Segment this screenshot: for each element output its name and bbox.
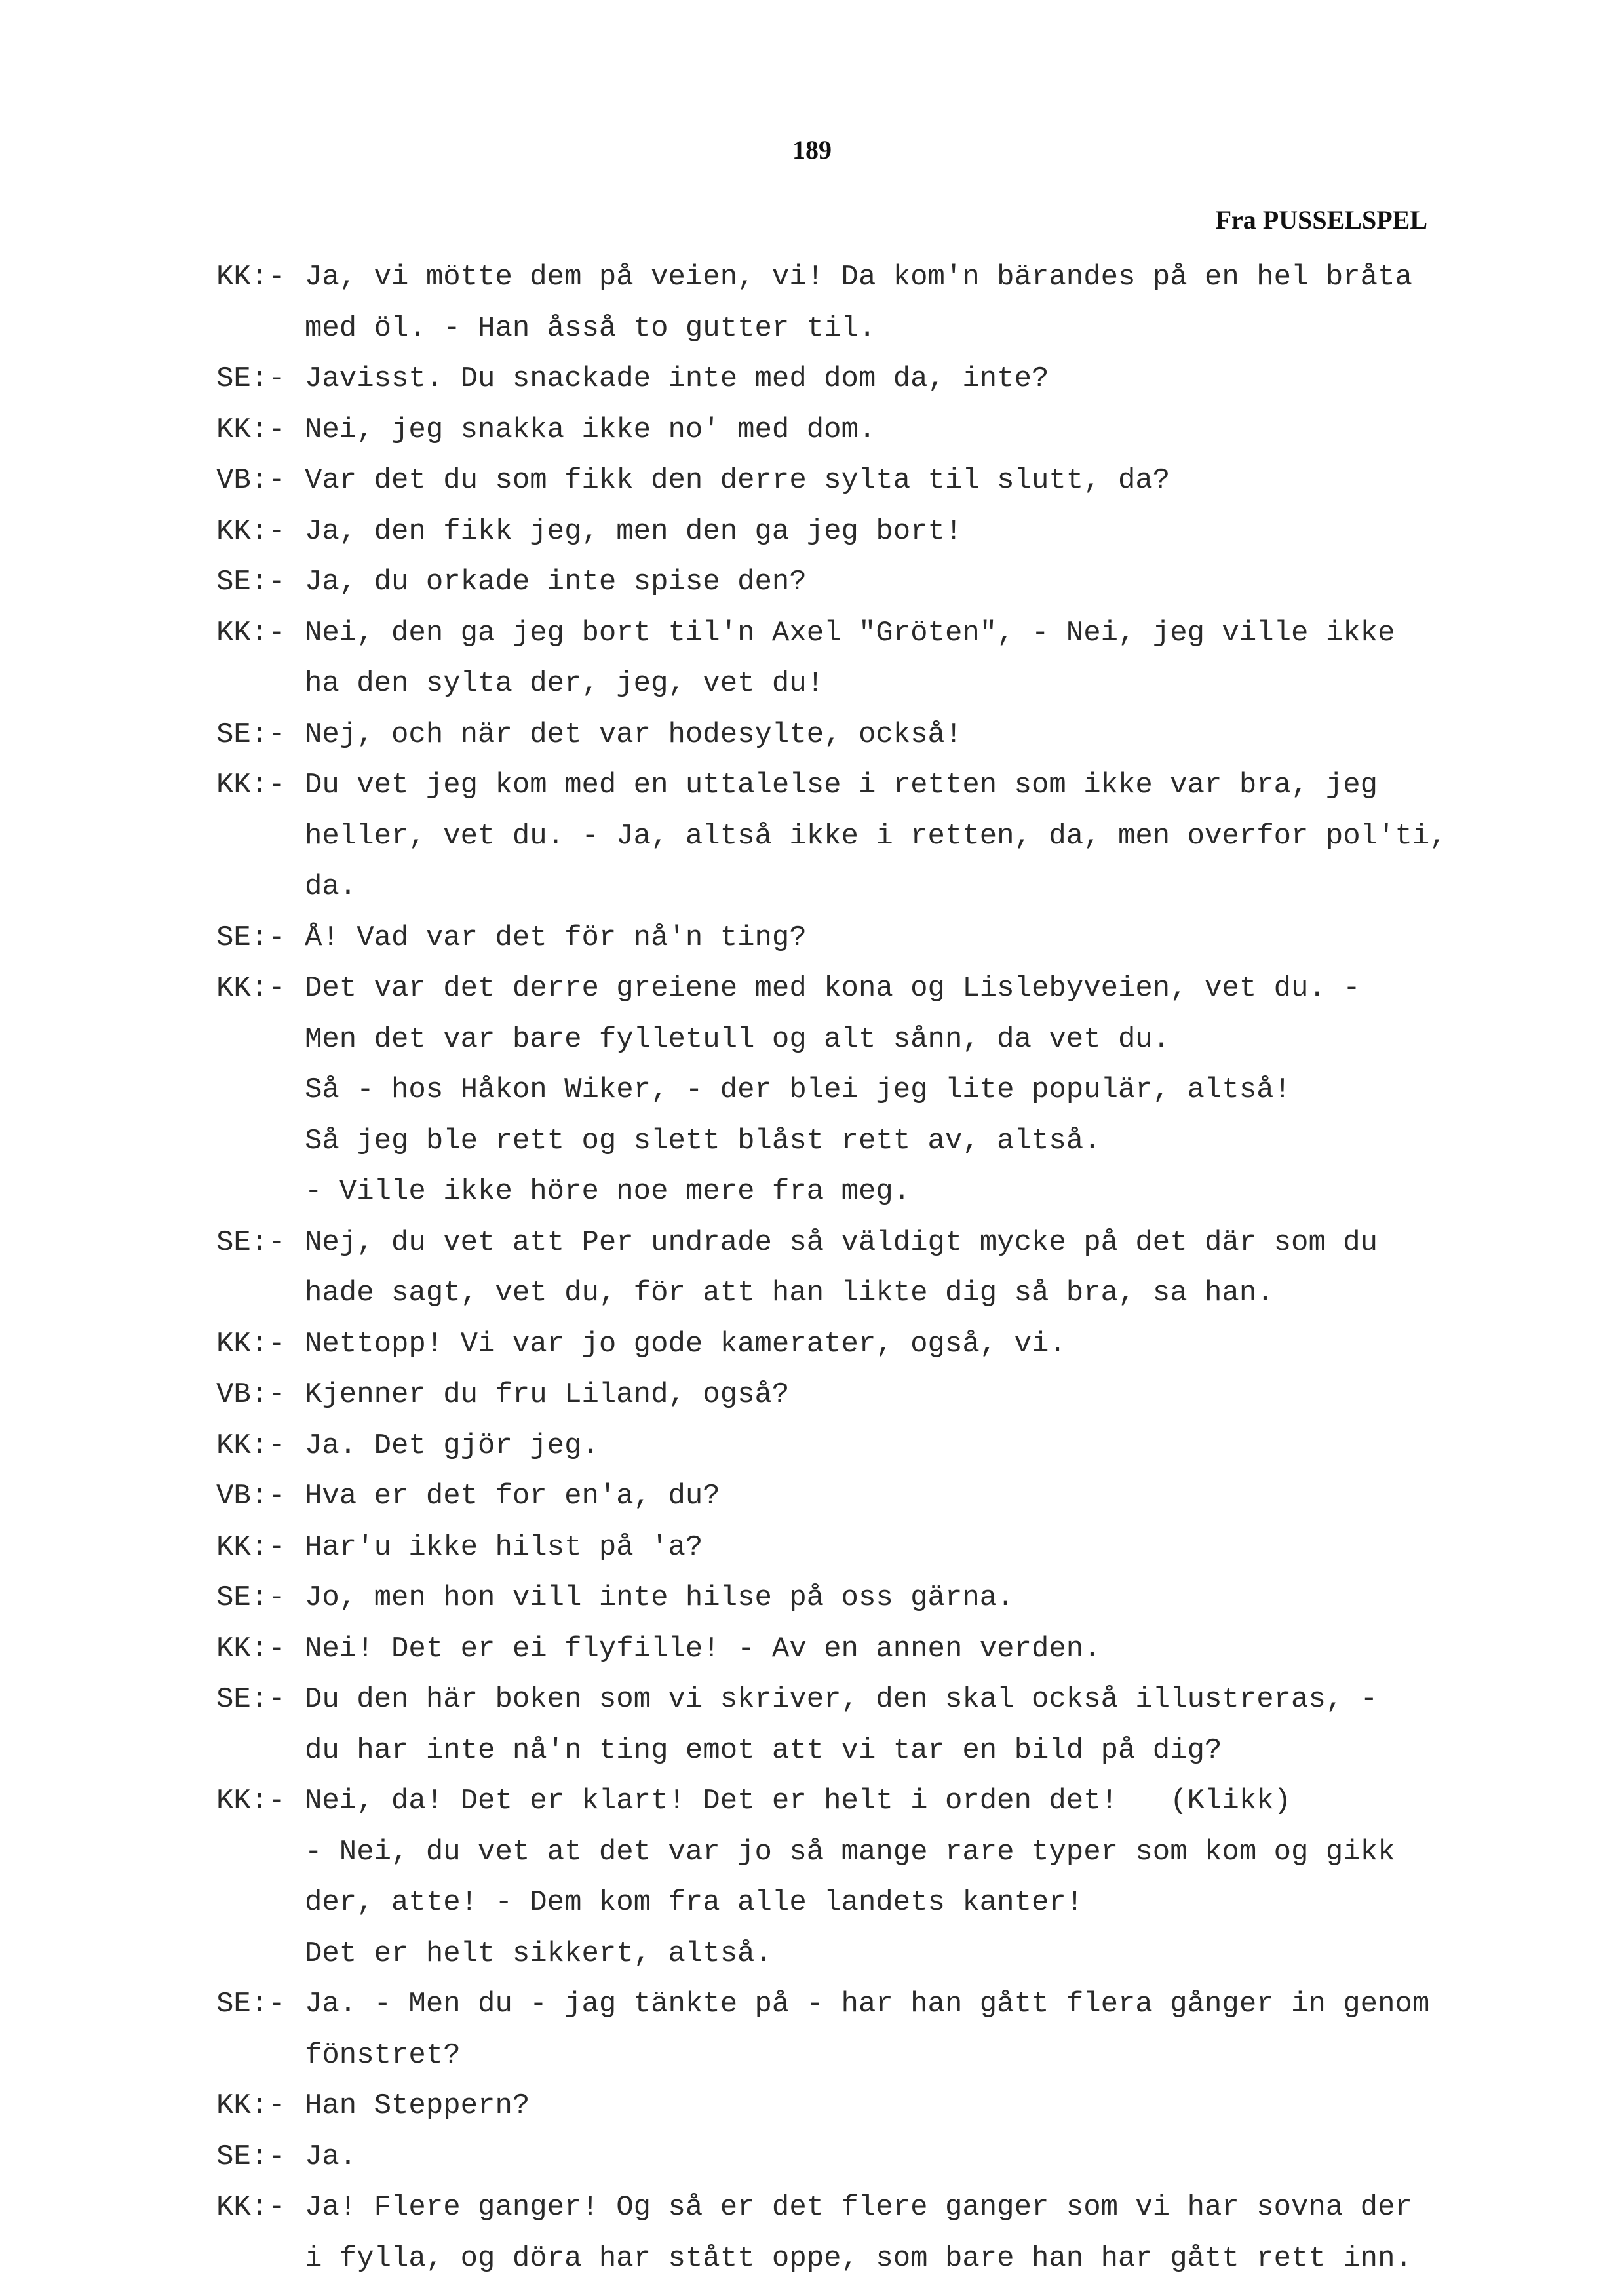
line-text: Javisst. Du snackade inte med dom da, inte? — [305, 362, 1049, 395]
line-text: Men det var bare fylletull og alt sånn, da vet du. — [305, 1022, 1170, 1056]
speaker-label: SE:- — [216, 1988, 286, 2021]
speaker-label: KK:- — [216, 2191, 286, 2224]
line-text: Så - hos Håkon Wiker, - der blei jeg lite populär, altså! — [305, 1074, 1292, 1106]
speaker-label: SE:- — [216, 2140, 286, 2173]
transcript — [216, 252, 1448, 2284]
speaker-label: SE:- — [216, 1581, 286, 1614]
speaker-label: KK:- — [216, 1429, 286, 1462]
speaker-label: KK:- — [216, 769, 286, 802]
transcript-line — [216, 1065, 1448, 1116]
transcript-line — [216, 1979, 1448, 2030]
transcript-line — [216, 507, 1448, 558]
transcript-line — [216, 1471, 1448, 1522]
line-text: Å! Vad var det för nå'n ting? — [305, 921, 807, 954]
line-text: Nei, da! Det er klart! Det er helt i orden det! (Klikk) — [305, 1785, 1292, 1817]
transcript-line — [216, 608, 1448, 659]
line-text: ha den sylta der, jeg, vet du! — [305, 667, 824, 700]
line-text: hade sagt, vet du, för att han likte dig så bra, sa han. — [305, 1277, 1274, 1309]
line-text: Nei, den ga jeg bort til'n Axel "Gröten", - Nei, jeg ville ikke — [305, 616, 1395, 649]
line-text: fönstret? — [305, 2038, 461, 2072]
line-text: Ja, den fikk jeg, men den ga jeg bort! — [305, 514, 963, 548]
line-text: Ja, du orkade inte spise den? — [305, 566, 807, 598]
transcript-line — [216, 1268, 1448, 1319]
speaker-label: SE:- — [216, 1683, 286, 1716]
transcript-line — [216, 862, 1448, 913]
speaker-label: VB:- — [216, 1480, 286, 1513]
transcript-line — [216, 1573, 1448, 1624]
line-text: der, atte! - Dem kom fra alle landets kanter! — [305, 1886, 1084, 1919]
line-text: - Nei, du vet at det var jo så mange rare typer som kom og gikk — [305, 1835, 1395, 1869]
transcript-line — [216, 1878, 1448, 1929]
line-text: Nettopp! Vi var jo gode kamerater, også, vi. — [305, 1327, 1066, 1361]
line-text: med öl. - Han åsså to gutter til. — [305, 311, 876, 345]
speaker-label: KK:- — [216, 1632, 286, 1665]
line-text: da. — [305, 870, 357, 903]
line-text: Han Steppern? — [305, 2089, 530, 2122]
transcript-line — [216, 2182, 1448, 2234]
speaker-label: KK:- — [216, 1327, 286, 1361]
transcript-line — [216, 405, 1448, 456]
speaker-label: SE:- — [216, 718, 286, 751]
transcript-line — [216, 1116, 1448, 1167]
speaker-label: SE:- — [216, 1226, 286, 1259]
line-text: - Ville ikke höre noe mere fra meg. — [305, 1175, 911, 1208]
line-text: du har inte nå'n ting emot att vi tar en bild på dig? — [305, 1734, 1222, 1767]
transcript-line — [216, 963, 1448, 1015]
line-text: Ja. - Men du - jag tänkte på - har han gått flera gånger in genom — [305, 1988, 1430, 2021]
transcript-line — [216, 1421, 1448, 1472]
line-text: Hva er det for en'a, du? — [305, 1480, 720, 1513]
transcript-line — [216, 1015, 1448, 1066]
transcript-line — [216, 1370, 1448, 1421]
transcript-line — [216, 913, 1448, 964]
line-text: Var det du som fikk den derre sylta til slutt, da? — [305, 464, 1170, 497]
line-text: Jo, men hon vill inte hilse på oss gärna. — [305, 1581, 1015, 1614]
transcript-line — [216, 1218, 1448, 1269]
line-text: Du vet jeg kom med en uttalelse i retten som ikke var bra, jeg — [305, 769, 1378, 802]
transcript-line — [216, 557, 1448, 608]
speaker-label: KK:- — [216, 413, 286, 446]
transcript-line — [216, 2030, 1448, 2082]
transcript-line — [216, 1319, 1448, 1370]
source-title: Fra PUSSELSPEL — [1215, 205, 1427, 235]
line-text: Har'u ikke hilst på 'a? — [305, 1530, 703, 1564]
transcript-line — [216, 1522, 1448, 1574]
speaker-label: KK:- — [216, 972, 286, 1005]
transcript-line — [216, 1675, 1448, 1726]
transcript-line — [216, 354, 1448, 405]
transcript-line — [216, 1167, 1448, 1218]
speaker-label: KK:- — [216, 514, 286, 548]
line-text: Ja, vi mötte dem på veien, vi! Da kom'n bärandes på en hel bråta — [305, 261, 1412, 294]
transcript-line — [216, 2081, 1448, 2132]
transcript-line — [216, 1929, 1448, 1980]
transcript-line — [216, 303, 1448, 355]
line-text: Så jeg ble rett og slett blåst rett av, altså. — [305, 1124, 1101, 1157]
transcript-line — [216, 1726, 1448, 1777]
transcript-line — [216, 710, 1448, 761]
line-text: Nei! Det er ei flyfille! - Av en annen verden. — [305, 1632, 1101, 1665]
line-text: Du den här boken som vi skriver, den skal också illustreras, - — [305, 1683, 1378, 1716]
transcript-line — [216, 252, 1448, 303]
transcript-line — [216, 811, 1448, 862]
line-text: heller, vet du. - Ja, altså ikke i retten, da, men overfor pol'ti, — [305, 819, 1447, 853]
line-text: Ja. — [305, 2140, 357, 2173]
line-text: Ja! Flere ganger! Og så er det flere ganger som vi har sovna der — [305, 2191, 1412, 2224]
transcript-line — [216, 760, 1448, 811]
speaker-label: KK:- — [216, 1785, 286, 1817]
speaker-label: VB:- — [216, 464, 286, 497]
line-text: i fylla, og döra har stått oppe, som bare han har gått rett inn. — [305, 2241, 1412, 2275]
speaker-label: KK:- — [216, 1530, 286, 1564]
transcript-line — [216, 2132, 1448, 2183]
line-text: Det var det derre greiene med kona og Lislebyveien, vet du. - — [305, 972, 1361, 1005]
line-text: Nei, jeg snakka ikke no' med dom. — [305, 413, 876, 446]
speaker-label: SE:- — [216, 921, 286, 954]
speaker-label: SE:- — [216, 362, 286, 395]
speaker-label: KK:- — [216, 616, 286, 649]
speaker-label: SE:- — [216, 566, 286, 598]
page-number: 189 — [792, 135, 832, 165]
transcript-line — [216, 659, 1448, 710]
speaker-label: VB:- — [216, 1378, 286, 1411]
line-text: Det er helt sikkert, altså. — [305, 1937, 772, 1970]
transcript-line — [216, 1827, 1448, 1878]
line-text: Ja. Det gjör jeg. — [305, 1429, 599, 1462]
speaker-label: KK:- — [216, 2089, 286, 2122]
transcript-line — [216, 1624, 1448, 1675]
line-text: Kjenner du fru Liland, også? — [305, 1378, 790, 1411]
transcript-line — [216, 1776, 1448, 1827]
transcript-line — [216, 455, 1448, 507]
line-text: Nej, du vet att Per undrade så väldigt mycke på det där som du — [305, 1226, 1378, 1259]
transcript-line — [216, 2234, 1448, 2285]
line-text: Nej, och när det var hodesylte, också! — [305, 718, 963, 751]
speaker-label: KK:- — [216, 261, 286, 294]
